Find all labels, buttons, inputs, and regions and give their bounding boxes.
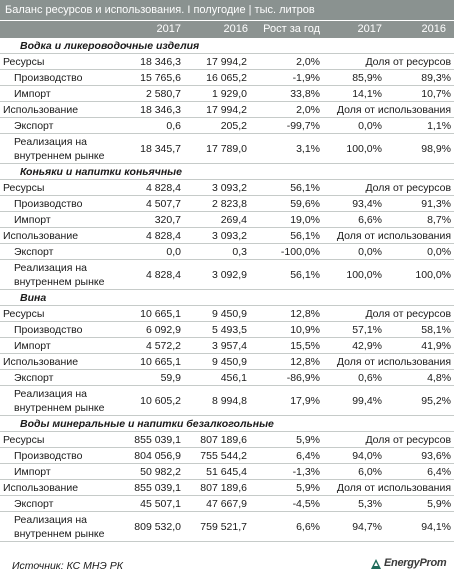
table-title: Баланс ресурсов и использования. I полугодие | тыс. литров	[0, 0, 454, 20]
table-row	[0, 338, 454, 354]
share-2016: 93,6%	[385, 448, 454, 464]
value-2016: 17 994,2	[184, 102, 250, 118]
table-row	[0, 496, 454, 512]
growth-value: 5,9%	[250, 432, 323, 448]
table-row	[0, 448, 454, 464]
share-2017: 94,0%	[323, 448, 385, 464]
share-note: Доля от ресурсов	[323, 432, 454, 448]
value-2016: 807 189,6	[184, 432, 250, 448]
growth-value: 19,0%	[250, 212, 323, 228]
row-label: Реализация на внутреннем рынке	[0, 134, 127, 164]
value-2017: 0,0	[127, 244, 184, 260]
value-2017: 4 828,4	[127, 260, 184, 290]
share-2016: 91,3%	[385, 196, 454, 212]
row-label: Экспорт	[0, 118, 127, 134]
value-2017: 0,6	[127, 118, 184, 134]
share-note: Доля от ресурсов	[323, 306, 454, 322]
share-2016: 5,9%	[385, 496, 454, 512]
share-2016: 100,0%	[385, 260, 454, 290]
share-note: Доля от использования	[323, 102, 454, 118]
value-2017: 10 665,1	[127, 354, 184, 370]
section-title: Коньяки и напитки коньячные	[0, 164, 454, 180]
growth-value: 59,6%	[250, 196, 323, 212]
value-2016: 5 493,5	[184, 322, 250, 338]
table-row	[0, 464, 454, 480]
row-label: Экспорт	[0, 244, 127, 260]
table-row	[0, 370, 454, 386]
growth-value: 17,9%	[250, 386, 323, 416]
row-label: Ресурсы	[0, 54, 127, 70]
share-note: Доля от использования	[323, 480, 454, 496]
table-row	[0, 70, 454, 86]
growth-value: 56,1%	[250, 180, 323, 196]
share-2017: 6,0%	[323, 464, 385, 480]
value-2017: 4 828,4	[127, 180, 184, 196]
column-header-share-2017: 2017	[357, 23, 382, 35]
share-note: Доля от использования	[323, 228, 454, 244]
value-2017: 4 507,7	[127, 196, 184, 212]
growth-value: -86,9%	[250, 370, 323, 386]
column-header-2016: 2016	[223, 23, 248, 35]
value-2017: 10 665,1	[127, 306, 184, 322]
value-2017: 50 982,2	[127, 464, 184, 480]
value-2017: 320,7	[127, 212, 184, 228]
share-2017: 0,0%	[323, 244, 385, 260]
table-row	[0, 180, 454, 196]
value-2017: 45 507,1	[127, 496, 184, 512]
share-2016: 58,1%	[385, 322, 454, 338]
growth-value: 6,6%	[250, 512, 323, 542]
row-label: Ресурсы	[0, 432, 127, 448]
value-2017: 809 532,0	[127, 512, 184, 542]
growth-value: 2,0%	[250, 102, 323, 118]
growth-value: -4,5%	[250, 496, 323, 512]
value-2016: 755 544,2	[184, 448, 250, 464]
share-2016: 95,2%	[385, 386, 454, 416]
table-row	[0, 512, 454, 542]
table-row	[0, 54, 454, 70]
value-2016: 47 667,9	[184, 496, 250, 512]
value-2017: 6 092,9	[127, 322, 184, 338]
balance-table	[0, 38, 454, 542]
value-2017: 18 346,3	[127, 54, 184, 70]
growth-value: 10,9%	[250, 322, 323, 338]
value-2016: 3 957,4	[184, 338, 250, 354]
share-2016: 4,8%	[385, 370, 454, 386]
growth-value: 6,4%	[250, 448, 323, 464]
value-2017: 15 765,6	[127, 70, 184, 86]
row-label: Производство	[0, 70, 127, 86]
value-2017: 10 605,2	[127, 386, 184, 416]
share-2017: 94,7%	[323, 512, 385, 542]
growth-value: 15,5%	[250, 338, 323, 354]
share-2017: 14,1%	[323, 86, 385, 102]
column-header-2017: 2017	[156, 23, 181, 35]
share-2017: 0,6%	[323, 370, 385, 386]
table-row	[0, 432, 454, 448]
value-2017: 804 056,9	[127, 448, 184, 464]
table-row	[0, 260, 454, 290]
row-label: Импорт	[0, 338, 127, 354]
column-header-share-2016: 2016	[421, 23, 446, 35]
share-note: Доля от ресурсов	[323, 54, 454, 70]
table-row	[0, 228, 454, 244]
growth-value: 5,9%	[250, 480, 323, 496]
row-label: Использование	[0, 354, 127, 370]
column-header-growth: Рост за год	[263, 23, 320, 35]
source-note: Источник: КС МНЭ РК	[12, 560, 123, 572]
share-2017: 0,0%	[323, 118, 385, 134]
value-2016: 1 929,0	[184, 86, 250, 102]
share-2016: 0,0%	[385, 244, 454, 260]
growth-value: -1,9%	[250, 70, 323, 86]
row-label: Производство	[0, 196, 127, 212]
row-label: Импорт	[0, 212, 127, 228]
value-2017: 4 828,4	[127, 228, 184, 244]
value-2016: 0,3	[184, 244, 250, 260]
value-2016: 17 789,0	[184, 134, 250, 164]
share-2017: 99,4%	[323, 386, 385, 416]
row-label: Производство	[0, 322, 127, 338]
section-header-row	[0, 38, 454, 54]
share-2017: 6,6%	[323, 212, 385, 228]
share-2017: 85,9%	[323, 70, 385, 86]
growth-value: 12,8%	[250, 354, 323, 370]
table-row	[0, 102, 454, 118]
share-2017: 5,3%	[323, 496, 385, 512]
table-row	[0, 212, 454, 228]
table-row	[0, 354, 454, 370]
table-row	[0, 386, 454, 416]
table-row	[0, 244, 454, 260]
value-2016: 2 823,8	[184, 196, 250, 212]
value-2016: 16 065,2	[184, 70, 250, 86]
energyprom-logo-text: EnergyProm	[384, 557, 447, 569]
share-note: Доля от ресурсов	[323, 180, 454, 196]
share-2016: 98,9%	[385, 134, 454, 164]
value-2016: 9 450,9	[184, 354, 250, 370]
row-label: Импорт	[0, 86, 127, 102]
row-label: Реализация на внутреннем рынке	[0, 512, 127, 542]
growth-value: -1,3%	[250, 464, 323, 480]
table-row	[0, 480, 454, 496]
share-2016: 10,7%	[385, 86, 454, 102]
table-row	[0, 86, 454, 102]
growth-value: -100,0%	[250, 244, 323, 260]
table-row	[0, 322, 454, 338]
value-2017: 59,9	[127, 370, 184, 386]
value-2017: 855 039,1	[127, 432, 184, 448]
share-2017: 93,4%	[323, 196, 385, 212]
section-title: Воды минеральные и напитки безалкогольные	[0, 416, 454, 432]
share-2016: 6,4%	[385, 464, 454, 480]
row-label: Использование	[0, 102, 127, 118]
growth-value: 56,1%	[250, 228, 323, 244]
value-2017: 2 580,7	[127, 86, 184, 102]
value-2017: 18 345,7	[127, 134, 184, 164]
value-2016: 807 189,6	[184, 480, 250, 496]
value-2016: 3 093,2	[184, 180, 250, 196]
share-2017: 42,9%	[323, 338, 385, 354]
share-2016: 89,3%	[385, 70, 454, 86]
section-header-row	[0, 290, 454, 306]
table-row	[0, 134, 454, 164]
value-2017: 4 572,2	[127, 338, 184, 354]
value-2016: 3 093,2	[184, 228, 250, 244]
value-2016: 17 994,2	[184, 54, 250, 70]
column-header-row	[0, 21, 454, 38]
row-label: Экспорт	[0, 370, 127, 386]
share-2016: 8,7%	[385, 212, 454, 228]
value-2016: 205,2	[184, 118, 250, 134]
row-label: Ресурсы	[0, 306, 127, 322]
value-2017: 855 039,1	[127, 480, 184, 496]
value-2016: 8 994,8	[184, 386, 250, 416]
row-label: Использование	[0, 228, 127, 244]
row-label: Импорт	[0, 464, 127, 480]
share-2016: 94,1%	[385, 512, 454, 542]
row-label: Использование	[0, 480, 127, 496]
value-2017: 18 346,3	[127, 102, 184, 118]
section-title: Вина	[0, 290, 454, 306]
value-2016: 759 521,7	[184, 512, 250, 542]
share-2017: 57,1%	[323, 322, 385, 338]
section-title: Водка и ликероводочные изделия	[0, 38, 454, 54]
row-label: Реализация на внутреннем рынке	[0, 260, 127, 290]
share-2017: 100,0%	[323, 134, 385, 164]
share-2017: 100,0%	[323, 260, 385, 290]
share-note: Доля от использования	[323, 354, 454, 370]
row-label: Производство	[0, 448, 127, 464]
growth-value: 33,8%	[250, 86, 323, 102]
growth-value: 56,1%	[250, 260, 323, 290]
row-label: Ресурсы	[0, 180, 127, 196]
value-2016: 269,4	[184, 212, 250, 228]
row-label: Экспорт	[0, 496, 127, 512]
value-2016: 456,1	[184, 370, 250, 386]
value-2016: 3 092,9	[184, 260, 250, 290]
growth-value: -99,7%	[250, 118, 323, 134]
growth-value: 3,1%	[250, 134, 323, 164]
table-row	[0, 118, 454, 134]
share-2016: 1,1%	[385, 118, 454, 134]
table-row	[0, 306, 454, 322]
growth-value: 12,8%	[250, 306, 323, 322]
growth-value: 2,0%	[250, 54, 323, 70]
table-row	[0, 196, 454, 212]
share-2016: 41,9%	[385, 338, 454, 354]
energyprom-logo-icon	[368, 557, 384, 573]
value-2016: 51 645,4	[184, 464, 250, 480]
section-header-row	[0, 416, 454, 432]
value-2016: 9 450,9	[184, 306, 250, 322]
energyprom-logo	[368, 556, 452, 574]
row-label: Реализация на внутреннем рынке	[0, 386, 127, 416]
section-header-row	[0, 164, 454, 180]
